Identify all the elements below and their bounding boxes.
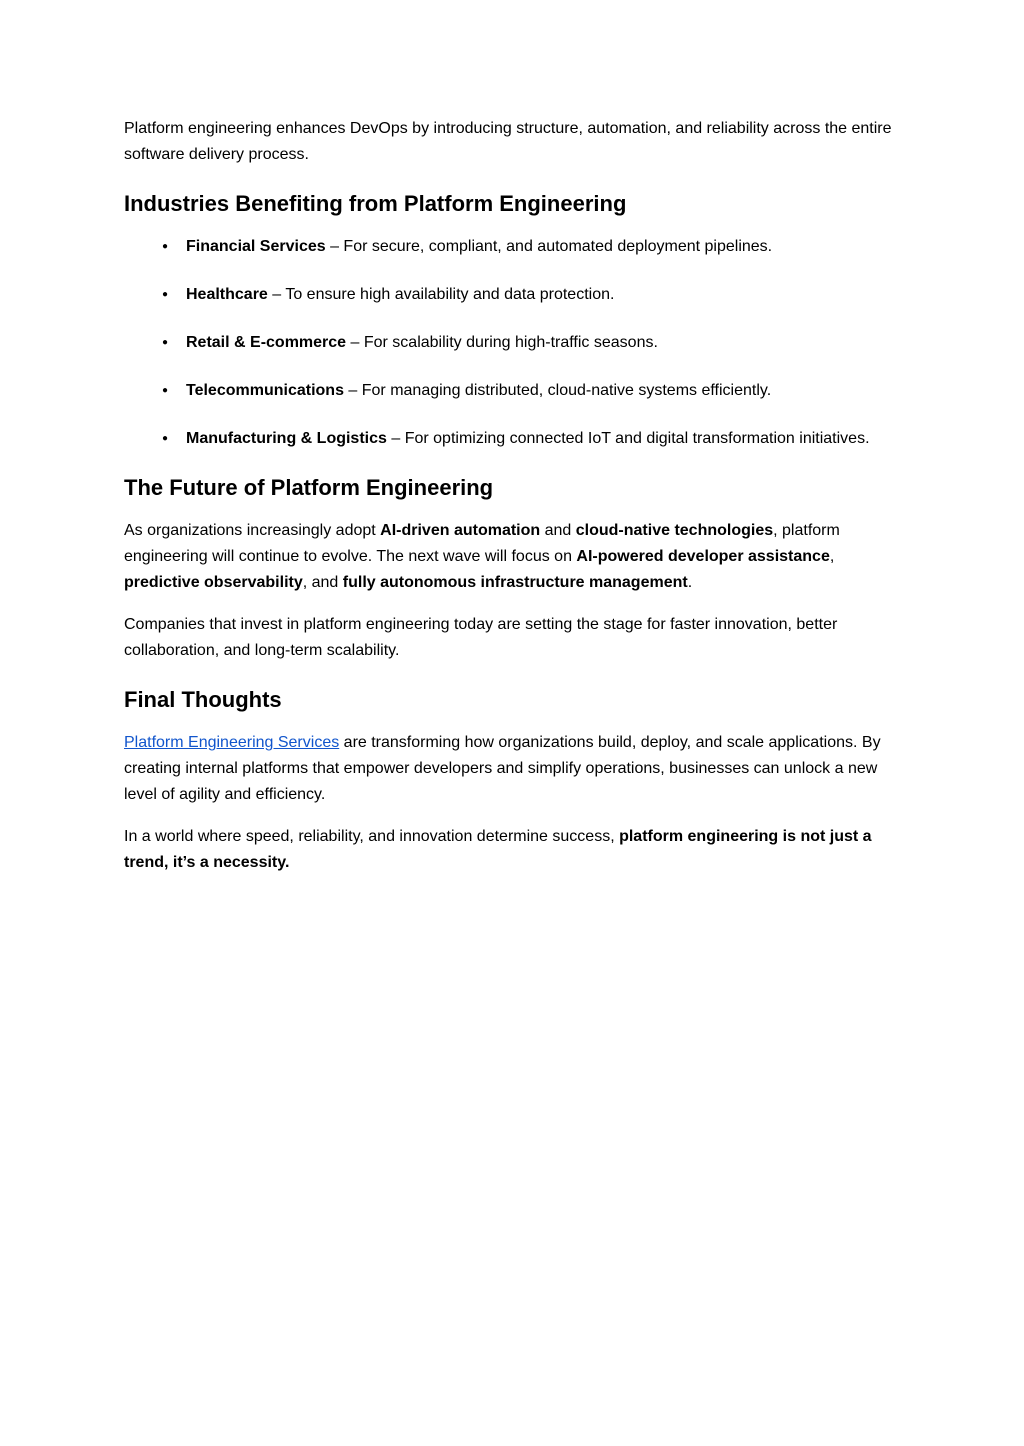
text-run: , platform engineering will continue to evolve. The next wave will focus on xyxy=(124,522,840,565)
industry-text xyxy=(186,286,614,303)
list-item xyxy=(124,330,894,356)
industry-term: Financial Services xyxy=(186,238,326,255)
text-run: In a world where speed, reliability, and innovation determine success, xyxy=(124,828,620,845)
bold-run: predictive observability xyxy=(124,574,303,591)
industry-desc: – For managing distributed, cloud-native systems efficiently. xyxy=(343,382,772,399)
bullet-icon: ● xyxy=(162,289,169,300)
industry-term: Healthcare xyxy=(186,286,268,303)
list-item xyxy=(124,378,894,404)
bold-run: platform engineering is not just a trend, it’s a necessity. xyxy=(124,828,872,871)
final-paragraph-1 xyxy=(124,730,894,808)
industry-desc: – For secure, compliant, and automated deployment pipelines. xyxy=(325,238,773,255)
industry-desc: – For optimizing connected IoT and digital transformation initiatives. xyxy=(386,430,870,447)
bold-run: AI-powered developer assistance xyxy=(576,548,830,565)
heading-future: The Future of Platform Engineering xyxy=(124,475,494,500)
heading-industries: Industries Benefiting from Platform Engineering xyxy=(124,191,627,216)
future-paragraph-1 xyxy=(124,518,894,596)
industry-text xyxy=(186,238,772,255)
bold-run: fully autonomous infrastructure management xyxy=(342,574,688,591)
industry-text xyxy=(186,382,771,399)
text-run: , xyxy=(829,548,835,565)
list-item xyxy=(124,426,894,452)
text-run: As organizations increasingly adopt xyxy=(124,522,381,539)
future-paragraph-2: Companies that invest in platform engineering today are setting the stage for faster innovation, better collaboration, and long-term scalability. xyxy=(124,616,838,659)
bullet-icon: ● xyxy=(162,241,169,252)
intro-paragraph: Platform engineering enhances DevOps by introducing structure, automation, and reliability across the entire software delivery process. xyxy=(124,120,892,163)
industry-desc: – For scalability during high-traffic seasons. xyxy=(346,334,658,351)
bold-run: AI-driven automation xyxy=(380,522,541,539)
bullet-icon: ● xyxy=(162,433,169,444)
text-run: are transforming how organizations build, deploy, and scale applications. By creating internal platforms that empower developers and simplify operations, businesses can unlock a new level of agility and efficiency. xyxy=(124,734,881,803)
industry-term: Telecommunications xyxy=(186,382,344,399)
text-run: , and xyxy=(302,574,343,591)
bold-run: cloud-native technologies xyxy=(575,522,774,539)
bullet-icon: ● xyxy=(162,337,169,348)
industry-term: Manufacturing & Logistics xyxy=(186,430,387,447)
bullet-icon: ● xyxy=(162,385,169,396)
text-run: and xyxy=(540,522,576,539)
heading-final-thoughts: Final Thoughts xyxy=(124,687,282,712)
text-run: . xyxy=(687,574,693,591)
list-item xyxy=(124,234,894,260)
list-item xyxy=(124,282,894,308)
final-paragraph-2 xyxy=(124,824,894,876)
industry-text xyxy=(186,334,658,351)
industry-text xyxy=(186,430,870,447)
industry-list xyxy=(124,234,894,452)
platform-engineering-services-link[interactable]: Platform Engineering Services xyxy=(124,734,340,751)
industry-term: Retail & E-commerce xyxy=(186,334,347,351)
industry-desc: – To ensure high availability and data protection. xyxy=(267,286,615,303)
